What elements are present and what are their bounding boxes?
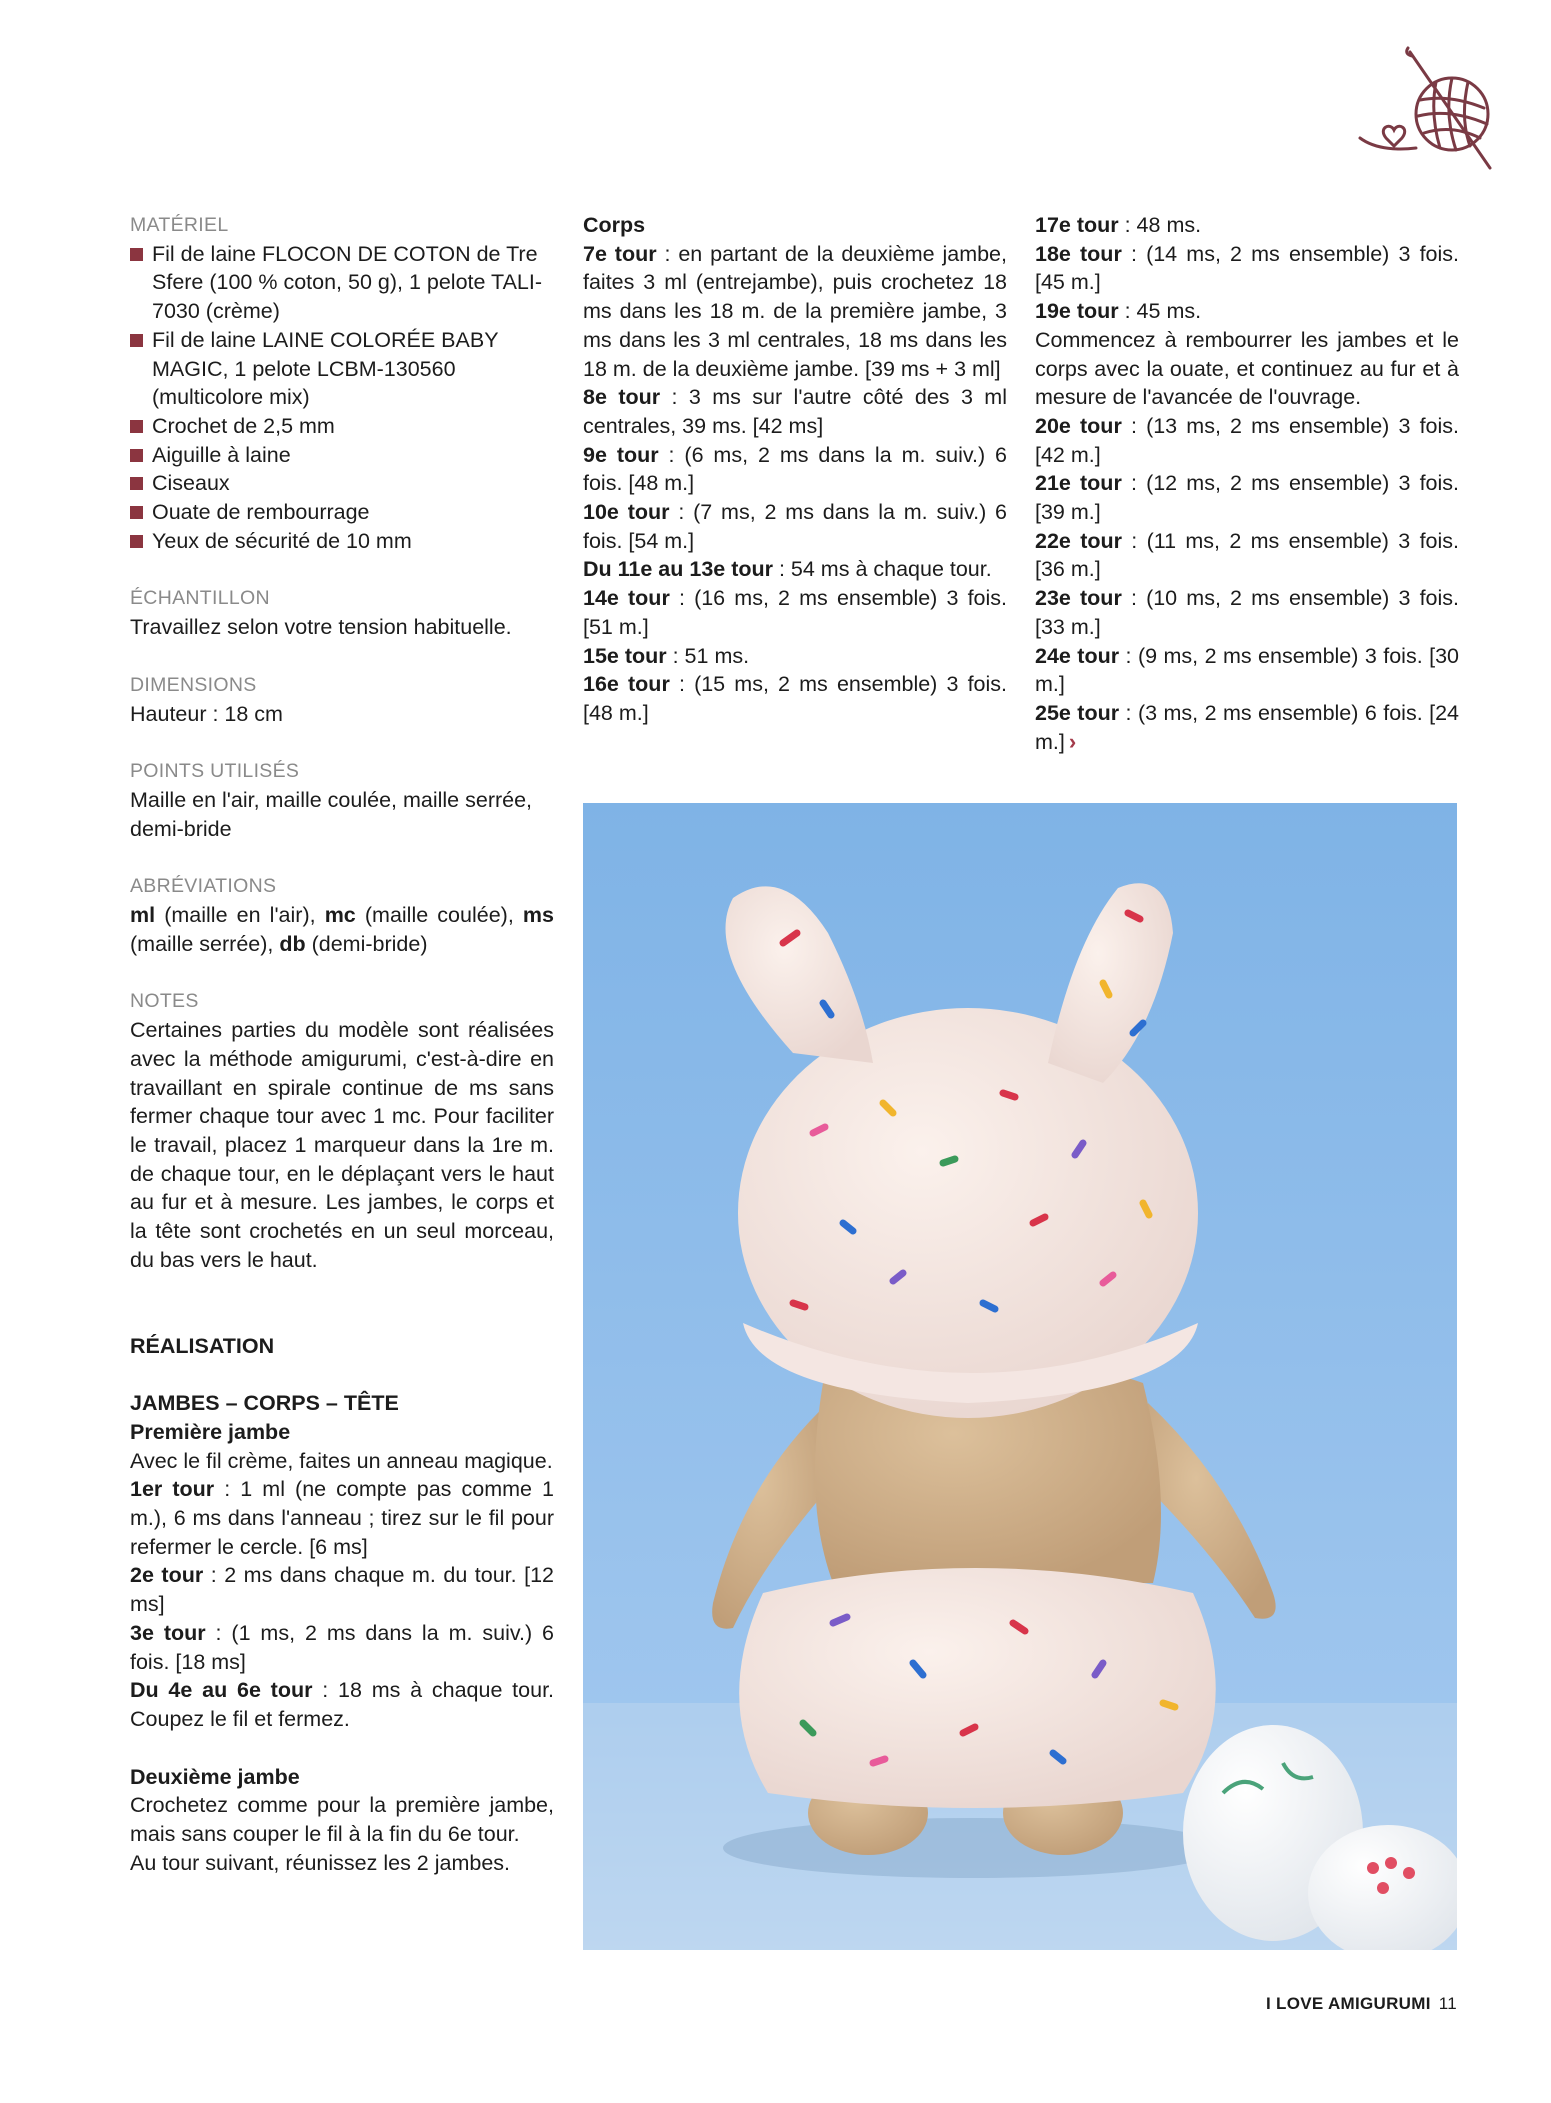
bullet-square-icon [130, 535, 143, 548]
page-number: 11 [1438, 1994, 1457, 2013]
echantillon-text: Travaillez selon votre tension habituelle. [130, 615, 512, 640]
bullet-square-icon [130, 334, 143, 347]
notes-label: NOTES [130, 990, 199, 1013]
row-instruction: Du 11e au 13e tour : 54 ms à chaque tour. [583, 557, 992, 582]
list-item: Ciseaux [130, 469, 554, 498]
row-instruction: 25e tour : (3 ms, 2 ms ensemble) 6 fois. [24 m.] › [1035, 700, 1460, 754]
notes-text: Certaines parties du modèle sont réalisées avec la méthode amigurumi, c'est-à-dire en travaillant en spirale continue de ms sans fermer chaque tour avec 1 mc. Pour faciliter le travail, placez 1 marqueur dans la 1re m. de chaque tour, en le déplaçant vers le haut au fur et à mesure. Les jambes, le corps et la tête sont crochetés en un seul morceau, du bas vers le haut. [130, 1018, 554, 1272]
row-instruction: 22e tour : (11 ms, 2 ms ensemble) 3 fois. [36 m.] [1035, 528, 1459, 582]
row-instruction: 16e tour : (15 ms, 2 ms ensemble) 3 fois. [48 m.] [583, 672, 1008, 725]
magazine-name: I LOVE AMIGURUMI [1266, 1994, 1431, 2013]
realisation-title: RÉALISATION [130, 1333, 275, 1358]
materiel-label: MATÉRIEL [130, 214, 229, 236]
row-instruction: 8e tour : 3 ms sur l'autre côté des 3 ml centrales, 39 ms. [42 ms] [583, 385, 1007, 438]
list-item: Crochet de 2,5 mm [130, 412, 554, 441]
column-left [130, 211, 554, 1877]
row-instruction: 23e tour : (10 ms, 2 ms ensemble) 3 fois. [33 m.] [1035, 586, 1460, 639]
row-instruction: 9e tour : (6 ms, 2 ms dans la m. suiv.) 6 fois. [48 m.] [583, 442, 1007, 496]
bullet-square-icon [130, 477, 143, 490]
dimensions-text: Hauteur : 18 cm [130, 701, 283, 726]
abreviations-text: ml (maille en l'air), mc (maille coulée), ms (maille serrée), db (demi-bride) [130, 903, 554, 956]
echantillon-label: ÉCHANTILLON [130, 587, 270, 610]
row-instruction: 3e tour : (1 ms, 2 ms dans la m. suiv.) 6 fois. [18 ms] [130, 1620, 554, 1674]
bullet-square-icon [130, 248, 143, 261]
corps-title: Corps [583, 213, 646, 237]
stuffing-note: Commencez à rembourrer les jambes et le corps avec la ouate, et continuez au fur et à mesure de l'avancée de l'ouvrage. [1035, 327, 1459, 410]
abreviations-label: ABRÉVIATIONS [130, 875, 277, 898]
row-instruction: 2e tour : 2 ms dans chaque m. du tour. [12 ms] [130, 1563, 555, 1617]
page-footer [1266, 1994, 1457, 2014]
row-instruction: 24e tour : (9 ms, 2 ms ensemble) 3 fois. [30 m.] [1035, 643, 1460, 697]
list-item: Yeux de sécurité de 10 mm [130, 527, 554, 556]
row-instruction: 18e tour : (14 ms, 2 ms ensemble) 3 fois. [45 m.] [1035, 241, 1460, 295]
deuxieme-jambe-text: Au tour suivant, réunissez les 2 jambes. [130, 1850, 511, 1875]
yarn-ball-logo-icon [1340, 38, 1520, 178]
deuxieme-jambe-title: Deuxième jambe [130, 1764, 300, 1789]
row-instruction: 20e tour : (13 ms, 2 ms ensemble) 3 fois. [42 m.] [1035, 413, 1460, 467]
column-middle [583, 211, 1007, 728]
realisation-subtitle: JAMBES – CORPS – TÊTE [130, 1391, 399, 1416]
points-label: POINTS UTILISÉS [130, 760, 300, 783]
deuxieme-jambe-text: Crochetez comme pour la première jambe, mais sans couper le fil à la fin du 6e tour. [130, 1793, 554, 1847]
row-instruction: 15e tour : 51 ms. [583, 643, 750, 668]
list-item: Fil de laine LAINE COLORÉE BABY MAGIC, 1 pelote LCBM-130560 (multicolore mix) [130, 326, 554, 412]
bullet-square-icon [130, 449, 143, 462]
row-instruction: 14e tour : (16 ms, 2 ms ensemble) 3 fois. [51 m.] [583, 586, 1008, 639]
bunny-photo [583, 803, 1457, 1950]
points-text: Maille en l'air, maille coulée, maille serrée, demi-bride [130, 787, 533, 841]
row-instruction: 17e tour : 48 ms. [1035, 213, 1202, 237]
list-item: Fil de laine FLOCON DE COTON de Tre Sfere (100 % coton, 50 g), 1 pelote TALI-7030 (crème) [130, 240, 554, 326]
list-item: Ouate de rembourrage [130, 498, 554, 527]
premiere-jambe-title: Première jambe [130, 1419, 291, 1444]
premiere-jambe-intro: Avec le fil crème, faites un anneau magique. [130, 1448, 553, 1473]
row-instruction: 19e tour : 45 ms. [1035, 299, 1202, 324]
row-instruction: Du 4e au 6e tour : 18 ms à chaque tour. Coupez le fil et fermez. [130, 1678, 555, 1731]
dimensions-label: DIMENSIONS [130, 673, 257, 696]
bullet-square-icon [130, 506, 143, 519]
materiel-list [130, 240, 554, 556]
row-instruction: 7e tour : en partant de la deuxième jambe, faites 3 ml (entrejambe), puis crochetez 18 ms dans les 18 m. de la première jambe, 3 ms dans les 3 ml centrales, 18 ms dans les 18 m. de la deuxième jambe. [39 ms + 3 ml] [583, 241, 1007, 381]
column-right [1035, 211, 1459, 756]
list-item: Aiguille à laine [130, 441, 554, 470]
continue-arrow-icon: › [1068, 728, 1077, 754]
row-instruction: 21e tour : (12 ms, 2 ms ensemble) 3 fois. [39 m.] [1035, 471, 1460, 525]
row-instruction: 10e tour : (7 ms, 2 ms dans la m. suiv.) 6 fois. [54 m.] [583, 500, 1008, 553]
row-instruction: 1er tour : 1 ml (ne compte pas comme 1 m.), 6 ms dans l'anneau ; tirez sur le fil pour refermer le cercle. [6 ms] [130, 1477, 554, 1559]
bullet-square-icon [130, 420, 143, 433]
